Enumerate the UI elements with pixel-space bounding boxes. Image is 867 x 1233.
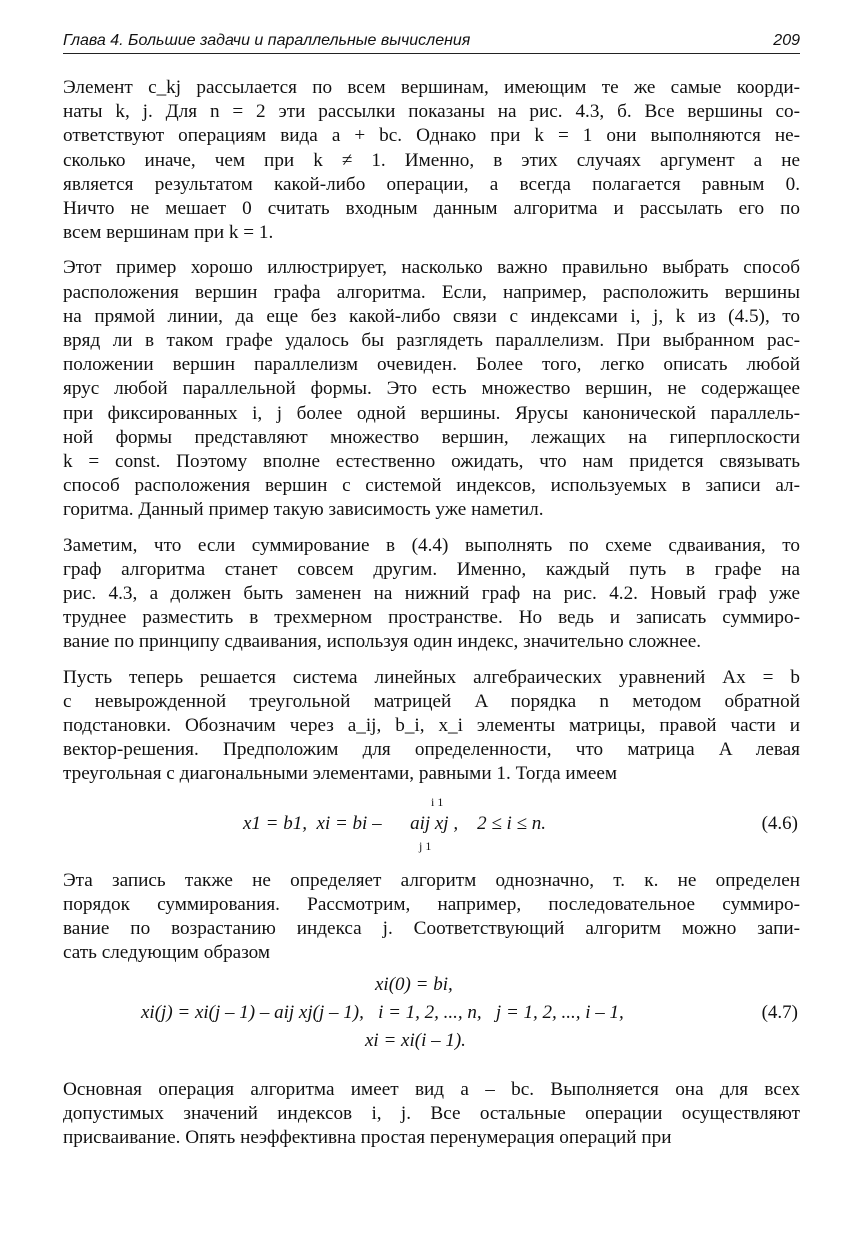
paragraph-2: [63, 256, 800, 522]
text-line: с невырожденной треугольной матрицей A порядка n методом обратной: [63, 690, 800, 712]
chapter-title: Глава 4. Большие задачи и параллельные вычисления: [63, 32, 471, 49]
page: [63, 28, 800, 1150]
text-line: вряд ли в таком графе удалось бы разглядеть параллелизм. При выбранном рас-: [63, 330, 800, 352]
text-line: всем вершинам при k = 1.: [63, 222, 274, 244]
text-line: порядок суммирования. Рассмотрим, например, последовательное суммиро-: [63, 893, 800, 915]
text-line: труднее разместить в трехмерном пространстве. Но ведь и записать суммиро-: [63, 607, 800, 629]
eq46-upper-limit: i 1: [431, 794, 444, 809]
text-line: является результатом какой-либо операции, а всегда полагается равным 0.: [63, 173, 800, 195]
text-line: ярус любой параллельной формы. Это есть множество вершин, не содержащее: [63, 378, 800, 400]
text-line: Элемент c_kj рассылается по всем вершинам, имеющим те же самые коорди-: [63, 77, 800, 98]
paragraph-4: [63, 666, 800, 787]
text-line: положении вершин параллелизм очевиден. Более того, легко описать любой: [63, 354, 800, 376]
equation-4-6: [63, 791, 800, 863]
text-line: наты k, j. Для n = 2 эти рассылки показаны на рис. 4.3, б. Все вершины со-: [63, 101, 800, 123]
text-line: Этот пример хорошо иллюстрирует, насколько важно правильно выбрать способ: [63, 257, 800, 279]
text-line: при фиксированных i, j более одной вершины. Ярусы канонической параллель-: [63, 402, 800, 424]
text-line: подстановки. Обозначим через a_ij, b_i, x_i элементы матрицы, правой части и: [63, 715, 800, 737]
paragraph-6: [63, 1078, 800, 1151]
eq47-number: (4.7): [761, 1001, 798, 1023]
eq46-number: (4.6): [761, 812, 798, 834]
text-line: присваивание. Опять неэффективна простая перенумерация операций при: [63, 1126, 672, 1148]
text-line: треугольная с диагональными элементами, равными 1. Тогда имеем: [63, 763, 618, 785]
text-line: вание по возрастанию индекса j. Соответствующий алгоритм можно запи-: [63, 918, 800, 940]
equation-4-7: [63, 974, 800, 1066]
text-line: вектор-решения. Предположим для определенности, что матрица A левая: [63, 739, 800, 761]
text-line: k = const. Поэтому вполне естественно ожидать, что нам придется связывать: [63, 451, 800, 473]
text-line: ответствуют операциям вида a + bc. Однако при k = 1 они выполняются не-: [63, 125, 800, 147]
running-header: [63, 28, 800, 54]
text-line: граф алгоритма станет совсем другим. Именно, каждый путь в графе на: [63, 558, 800, 580]
eq47-line-3: xi = xi(i – 1).: [365, 1029, 466, 1051]
text-line: Заметим, что если суммирование в (4.4) выполнять по схеме сдваивания, то: [63, 534, 800, 556]
text-line: допустимых значений индексов i, j. Все остальные операции осуществляют: [63, 1102, 800, 1124]
text-line: рис. 4.3, а должен быть заменен на нижний граф на рис. 4.2. Новый граф уже: [63, 583, 800, 605]
eq46-main: x1 = b1, xi = bi – aij xj , 2 ≤ i ≤ n.: [243, 812, 546, 834]
eq47-line-2: xi(j) = xi(j – 1) – aij xj(j – 1), i = 1, 2, ..., n, j = 1, 2, ..., i – 1,: [141, 1001, 624, 1023]
text-line: горитма. Данный пример такую зависимость уже наметил.: [63, 499, 544, 521]
page-number: 209: [773, 32, 800, 49]
text-line: Основная операция алгоритма имеет вид a – bc. Выполняется она для всех: [63, 1078, 800, 1100]
text-line: сать следующим образом: [63, 942, 271, 964]
text-line: вание по принципу сдваивания, используя один индекс, значительно сложнее.: [63, 631, 702, 653]
text-line: Пусть теперь решается система линейных алгебраических уравнений Ax = b: [63, 666, 800, 688]
paragraph-1: [63, 76, 800, 245]
text-line: Ничто не мешает 0 считать входным данным алгоритма и рассылать его по: [63, 198, 800, 220]
paragraph-3: [63, 534, 800, 655]
text-line: Эта запись также не определяет алгоритм однозначно, т. к. не определен: [63, 869, 800, 891]
text-line: способ расположения вершин с системой индексов, используемых в записи ал-: [63, 475, 800, 497]
paragraph-5: [63, 869, 800, 966]
text-line: ной формы представляют множество вершин, лежащих на гиперплоскости: [63, 426, 800, 448]
text-line: расположения вершин графа алгоритма. Если, например, расположить вершины: [63, 281, 800, 303]
eq47-line-1: xi(0) = bi,: [375, 973, 453, 995]
eq46-lower-limit: j 1: [419, 838, 432, 853]
text-line: сколько иначе, чем при k ≠ 1. Именно, в этих случаях аргумент a не: [63, 149, 800, 171]
text-line: на прямой линии, да еще без какой-либо связи с индексами i, j, k из (4.5), то: [63, 305, 800, 327]
